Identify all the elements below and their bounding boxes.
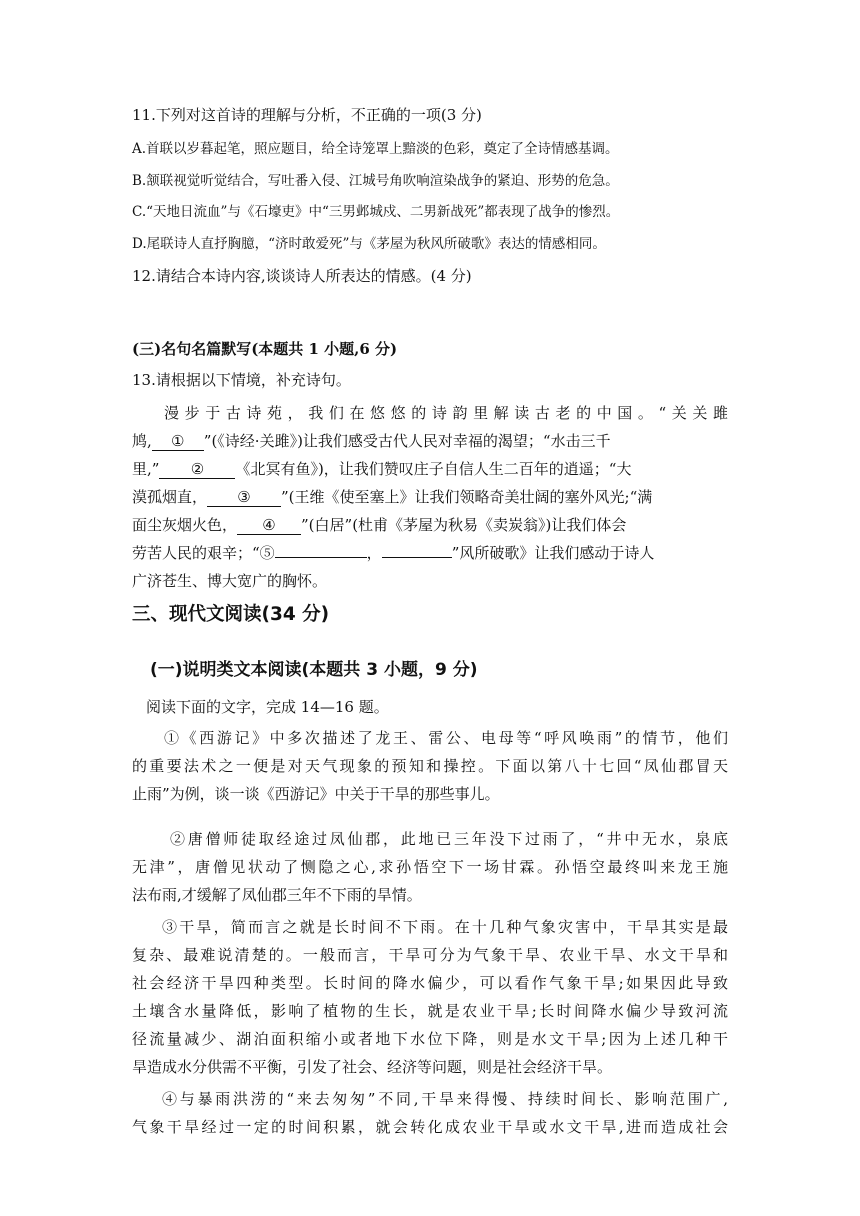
q13-line-2-pre: 鸠, xyxy=(132,432,152,450)
sub-expository-title: (一)说明类文本阅读(本题共 3 小题，9 分) xyxy=(150,660,478,680)
blank-2[interactable]: ② xyxy=(159,460,235,479)
p4-line-2: 气象干旱经过一定的时间积累，就会转化成农业干旱或水文干旱,进而造成社会 xyxy=(132,1118,728,1136)
q12-stem: 12.请结合本诗内容,谈谈诗人所表达的情感。(4 分) xyxy=(132,267,472,285)
q13-line-3-pre: 里,” xyxy=(132,460,160,478)
blank-1[interactable]: ① xyxy=(152,432,204,451)
q11-option-a: A.首联以岁暮起笔，照应题目，给全诗笼罩上黯淡的色彩，奠定了全诗情感基调。 xyxy=(132,141,619,157)
p3-line-2: 复杂、最难说清楚的。一般而言，干旱可分为气象干旱、农业干旱、水文干旱和 xyxy=(132,946,728,964)
q13-line-6-mid: ， xyxy=(366,544,382,562)
q13-line-5-pre: 面尘灰烟火色， xyxy=(132,516,238,534)
q13-line-3-post: 《北冥有鱼》)，让我们赞叹庄子自信人生二百年的逍遥；“大 xyxy=(235,460,632,478)
blank-5b[interactable] xyxy=(382,557,452,558)
p2-line-1: ②唐僧师徒取经途过凤仙郡，此地已三年没下过雨了，“井中无水，泉底 xyxy=(170,830,728,848)
p1-line-1: ①《西游记》中多次描述了龙王、雷公、电母等“呼风唤雨”的情节，他们 xyxy=(164,729,728,747)
reading-instruction: 阅读下面的文字，完成 14—16 题。 xyxy=(146,698,389,716)
blank-5a[interactable] xyxy=(275,557,367,558)
q13-line-6-post: ”风所破歌》让我们感动于诗人 xyxy=(451,544,655,562)
p2-line-2: 无津”，唐僧见状动了恻隐之心,求孙悟空下一场甘霖。孙悟空最终叫来龙王施 xyxy=(132,858,728,876)
q13-line-4-post: ”(王维《使至塞上》让我们领略奇美壮阔的塞外风光;“满 xyxy=(281,488,653,506)
q13-line-7: 广济苍生、博大宽广的胸怀。 xyxy=(132,572,328,590)
q13-line-5 xyxy=(132,515,626,535)
q11-stem: 11.下列对这首诗的理解与分析，不正确的一项(3 分) xyxy=(132,106,482,124)
part-modern-reading-title: 三、现代文阅读(34 分) xyxy=(132,604,330,625)
q13-line-4 xyxy=(132,487,652,507)
q13-line-6 xyxy=(132,543,654,563)
q13-line-2 xyxy=(132,431,611,451)
q13-line-1: 漫步于古诗苑，我们在悠悠的诗韵里解读古老的中国。“关关雎 xyxy=(164,404,728,422)
q13-line-2-post: ”(《诗经·关雎》)让我们感受古代人民对幸福的渴望；“水击三千 xyxy=(203,432,611,450)
p3-line-4: 土壤含水量降低，影响了植物的生长，就是农业干旱;长时间降水偏少导致河流 xyxy=(132,1002,728,1020)
q13-line-6-pre: 劳苦人民的艰辛；“⑤ xyxy=(132,544,275,562)
section-dictation-title: (三)名句名篇默写(本题共 1 小题,6 分) xyxy=(132,340,398,358)
p2-line-3: 法布雨,才缓解了凤仙郡三年不下雨的旱情。 xyxy=(132,886,422,904)
p4-line-1: ④与暴雨洪涝的“来去匆匆”不同,干旱来得慢、持续时间长、影响范围广, xyxy=(162,1090,728,1108)
p3-line-6: 旱造成水分供需不平衡，引发了社会、经济等问题，则是社会经济干旱。 xyxy=(132,1058,613,1076)
p3-line-3: 社会经济干旱四种类型。长时间的降水偏少，可以看作气象干旱;如果因此导致 xyxy=(132,974,728,992)
p3-line-5: 径流量减少、湖泊面积缩小或者地下水位下降，则是水文干旱;因为上述几种干 xyxy=(132,1030,728,1048)
q11-option-c: C.“天地日流血”与《石壕吏》中“三男邺城戍、二男新战死”都表现了战争的惨烈。 xyxy=(132,204,620,220)
q13-line-5-post: ”(白居”(杜甫《茅屋为秋易《卖炭翁》)让我们体会 xyxy=(301,516,627,534)
q11-option-d: D.尾联诗人直抒胸臆，“济时敢爱死”与《茅屋为秋风所破歌》表达的情感相同。 xyxy=(132,236,606,252)
q13-line-3 xyxy=(132,459,631,479)
p3-line-1: ③干旱，简而言之就是长时间不下雨。在十几种气象灾害中，干旱其实是最 xyxy=(162,918,728,936)
p1-line-3: 止雨”为例，谈一谈《西游记》中关于干旱的那些事儿。 xyxy=(132,785,500,803)
blank-4[interactable]: ④ xyxy=(237,516,301,535)
q13-line-4-pre: 漠孤烟直， xyxy=(132,488,208,506)
blank-3[interactable]: ③ xyxy=(207,488,281,507)
q11-option-b: B.颔联视觉听觉结合，写吐番入侵、江城号角吹响渲染战争的紧迫、形势的危急。 xyxy=(132,173,619,189)
p1-line-2: 的重要法术之一便是对天气现象的预知和操控。下面以第八十七回“凤仙郡冒天 xyxy=(132,757,728,775)
q13-stem: 13.请根据以下情境，补充诗句。 xyxy=(132,371,351,389)
